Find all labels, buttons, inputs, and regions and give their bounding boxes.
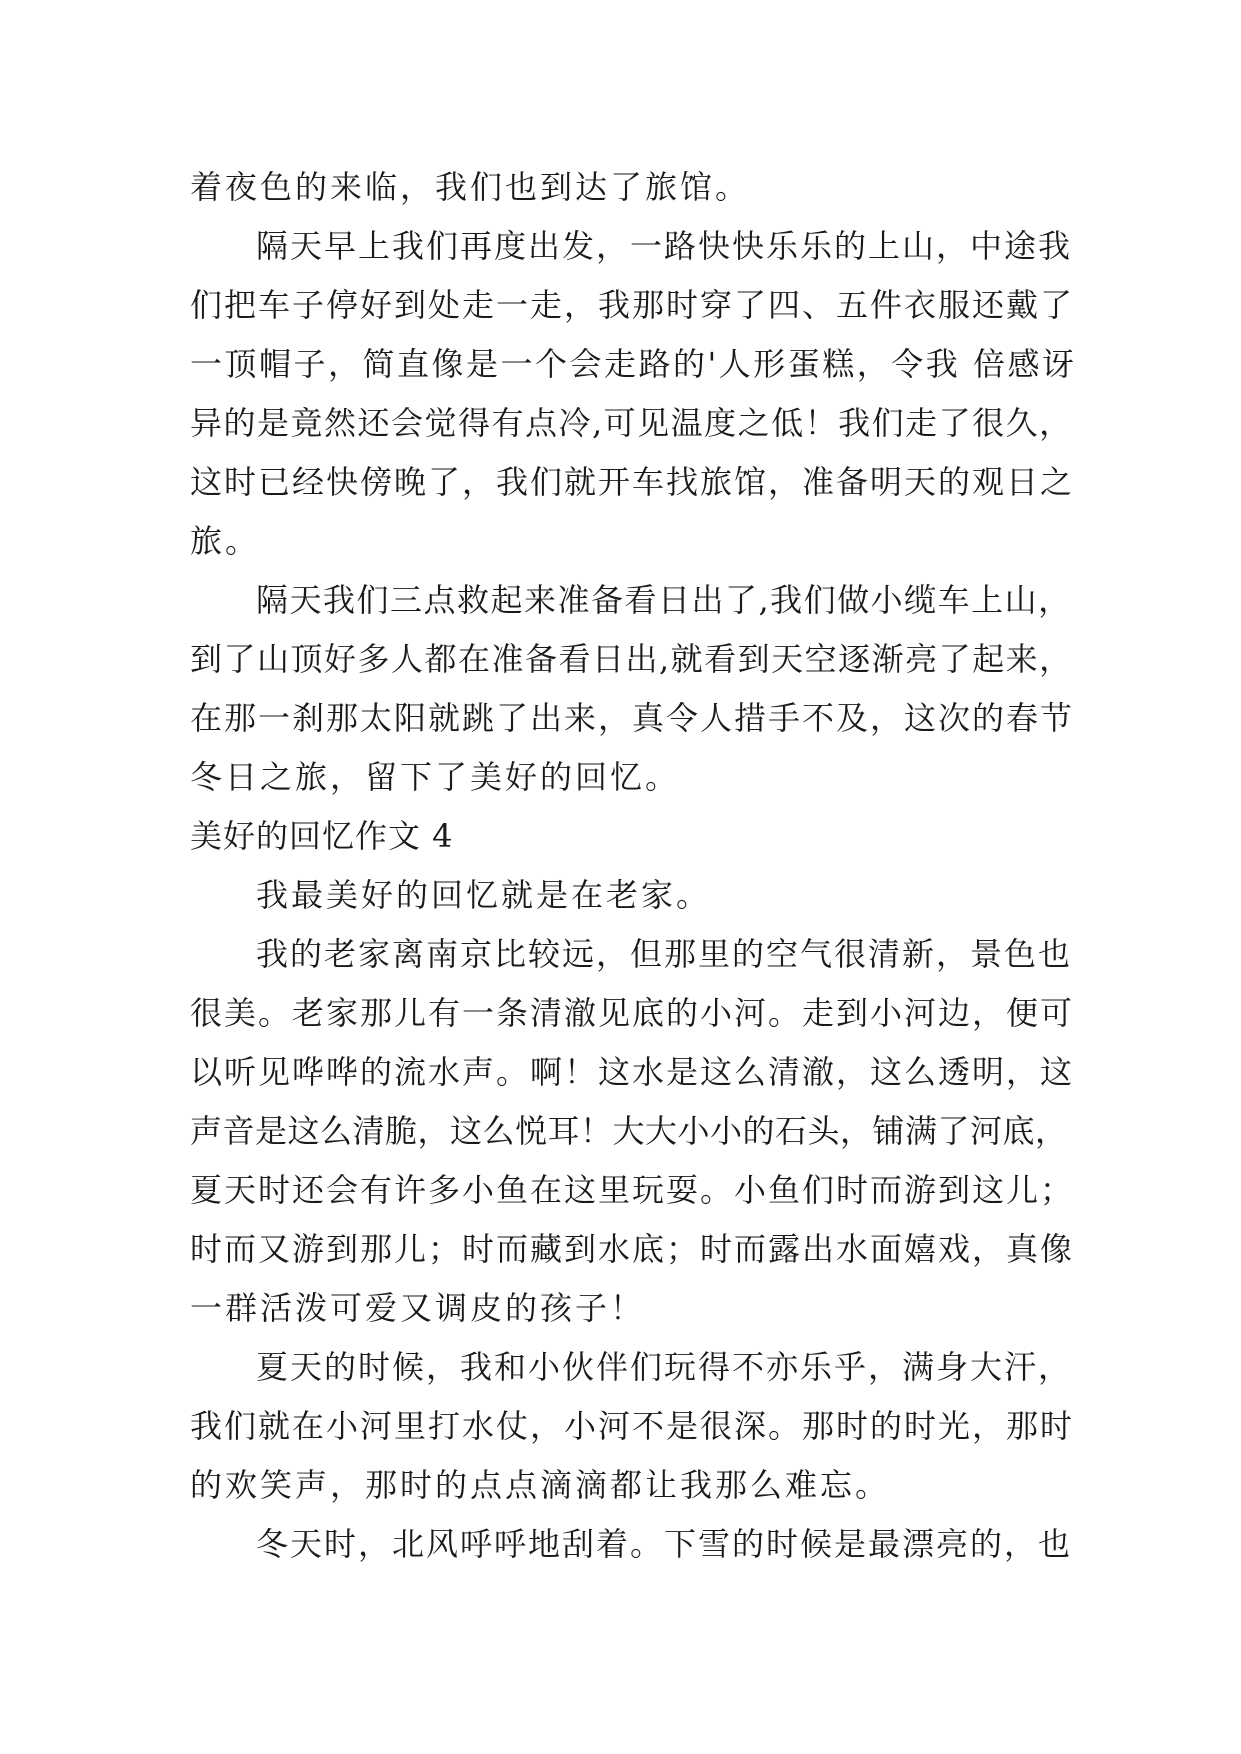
text-line: 在那一刹那太阳就跳了出来，真令人措手不及，这次的春节 [190,699,1075,737]
text-line: 这时已经快傍晚了，我们就开车找旅馆，准备明天的观日之 [190,463,1075,501]
paragraph-start: 我的老家离南京比较远，但那里的空气很清新，景色也 [256,935,1073,973]
text-line: 异的是竟然还会觉得有点冷,可见温度之低！我们走了很久， [190,404,1073,442]
paragraph-start: 隔天早上我们再度出发，一路快快乐乐的上山，中途我 [256,227,1073,265]
paragraph-start: 隔天我们三点救起来准备看日出了,我们做小缆车上山， [256,581,1072,619]
section-heading: 美好的回忆作文 4 [190,817,454,855]
text-line: 们把车子停好到处走一走，我那时穿了四、五件衣服还戴了 [190,286,1075,324]
text-line: 冬日之旅，留下了美好的回忆。 [190,758,681,796]
text-line: 的欢笑声，那时的点点滴滴都让我那么难忘。 [190,1466,891,1504]
text-line: 声音是这么清脆，这么悦耳！大大小小的石头，铺满了河底， [190,1112,1068,1150]
text-line: 我们就在小河里打水仗，小河不是很深。那时的时光，那时 [190,1407,1075,1445]
text-line: 一顶帽子，简直像是一个会走路的'人形蛋糕，令我 倍感讶 [190,345,1077,383]
paragraph-start: 冬天时，北风呼呼地刮着。下雪的时候是最漂亮的，也 [256,1525,1073,1563]
text-line: 一群活泼可爱又调皮的孩子！ [190,1289,646,1327]
text-line: 以听见哗哗的流水声。啊！这水是这么清澈，这么透明，这 [190,1053,1075,1091]
text-line: 夏天时还会有许多小鱼在这里玩耍。小鱼们时而游到这儿； [190,1171,1075,1209]
document-body [190,158,1080,1574]
text-line: 旅。 [190,522,261,560]
paragraph-start: 我最美好的回忆就是在老家。 [256,876,712,914]
text-line: 很美。老家那儿有一条清澈见底的小河。走到小河边，便可 [190,994,1075,1032]
paragraph-start: 夏天的时候，我和小伙伴们玩得不亦乐乎，满身大汗， [256,1348,1073,1386]
text-line: 时而又游到那儿；时而藏到水底；时而露出水面嬉戏，真像 [190,1230,1075,1268]
text-line: 到了山顶好多人都在准备看日出,就看到天空逐渐亮了起来， [190,640,1073,678]
text-line: 着夜色的来临，我们也到达了旅馆。 [190,168,751,206]
